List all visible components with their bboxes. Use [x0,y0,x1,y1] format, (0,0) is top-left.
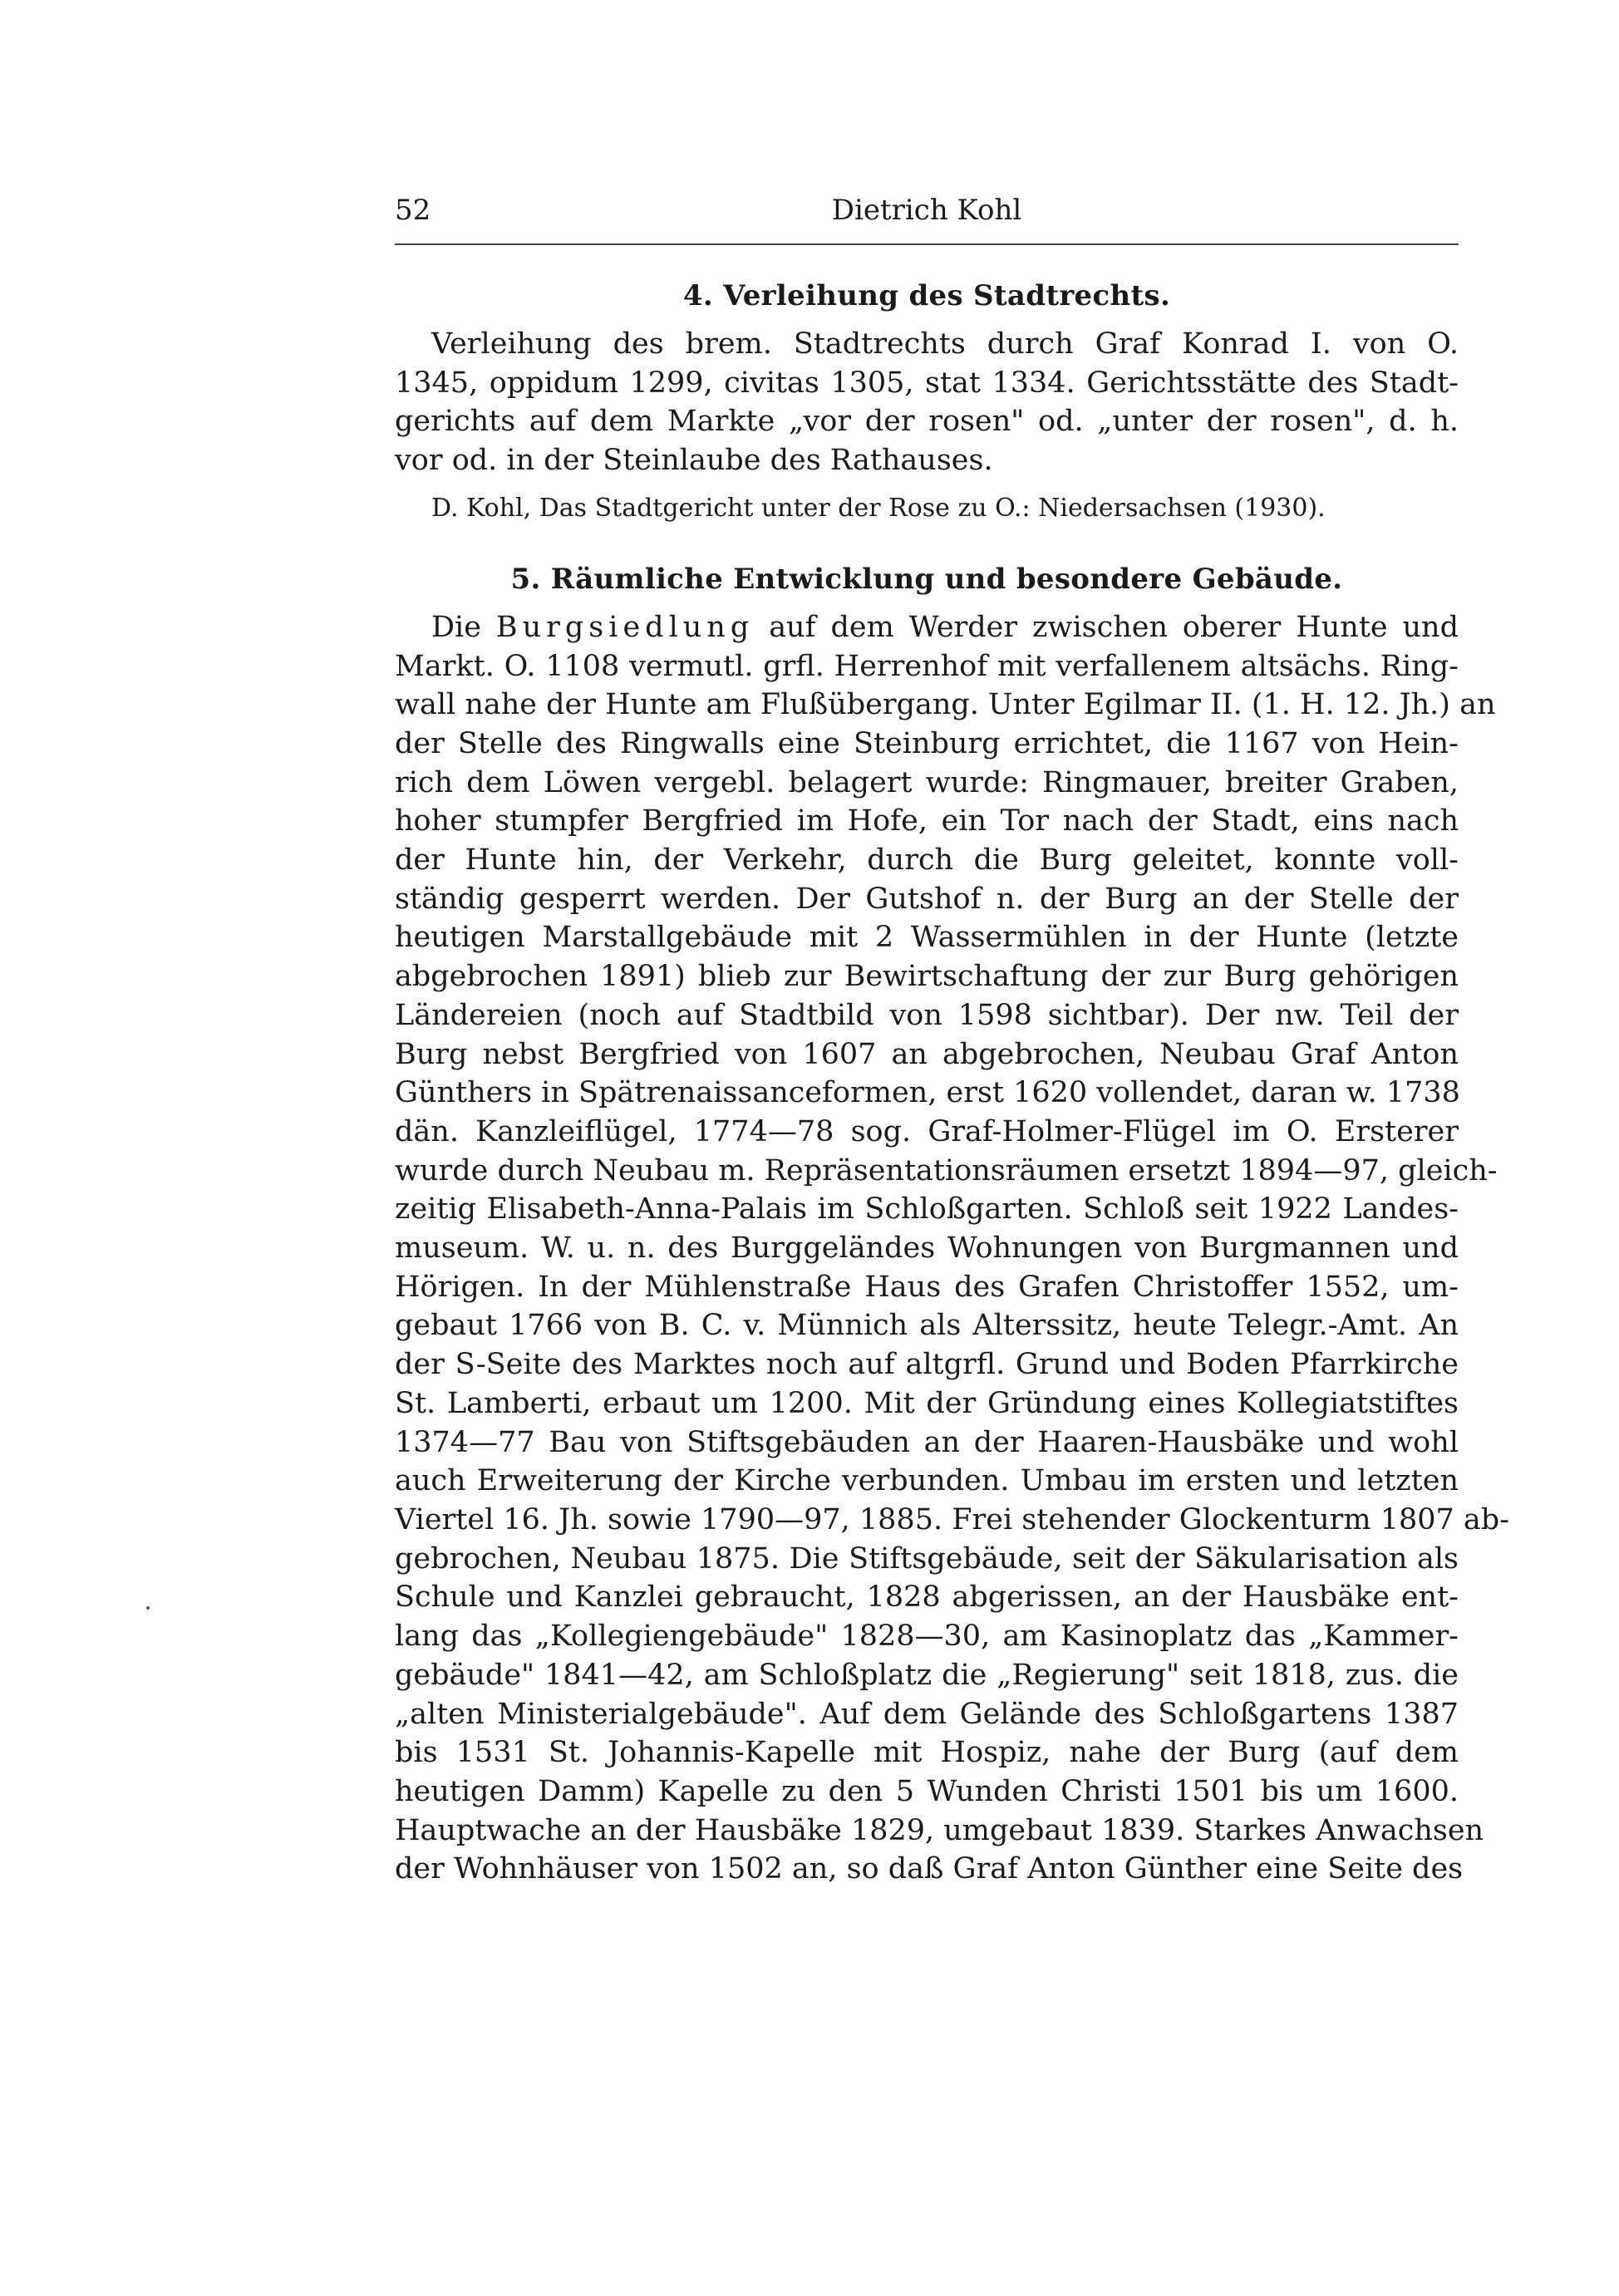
text-line: zeitig Elisabeth-Anna-Palais im Schloßgarten. Schloß seit 1922 Landes- [395,1192,1459,1227]
text-line: gebaut 1766 von B. C. v. Münnich als Alterssitz, heute Telegr.-Amt. An [395,1309,1459,1343]
text-line: wurde durch Neubau m. Repräsentationsräumen ersetzt 1894—97, gleich- [395,1153,1498,1187]
text-line: der Wohnhäuser von 1502 an, so daß Graf Anton Günther eine Seite des [395,1852,1464,1886]
running-head [395,187,1459,234]
text-line: abgebrochen 1891) blieb zur Bewirtschaftung der zur Burg gehörigen [395,960,1459,994]
text-line: der S-Seite des Marktes noch auf altgrfl. Grund und Boden Pfarrkirche [395,1348,1459,1382]
section-heading-stadtrecht: 4. Verleihung des Stadtrechts. [682,279,1171,312]
text-line: rich dem Löwen vergebl. belagert wurde: Ringmauer, breiter Graben, [395,765,1459,799]
header-rule [395,243,1459,245]
section-body-entwicklung [395,608,1510,1889]
text-line: museum. W. u. n. des Burggeländes Wohnungen von Burgmannen und [395,1232,1459,1266]
text-line: auch Erweiterung der Kirche verbunden. Umbau im ersten und letzten [395,1464,1459,1498]
book-page [395,187,1510,1889]
text-line: Hauptwache an der Hausbäke 1829, umgebaut 1839. Starkes Anwachsen [395,1813,1484,1847]
running-title: Dietrich Kohl [831,194,1022,227]
text-fragment: auf dem Werder zwischen oberer Hunte und [754,610,1459,644]
text-line: ständig gesperrt werden. Der Gutshof n. der Burg an der Stelle der [395,882,1459,916]
text-line: St. Lamberti, erbaut um 1200. Mit der Gründung eines Kollegiatstiftes [395,1386,1459,1420]
text-line: hoher stumpfer Bergfried im Hofe, ein Tor nach der Stadt, eins nach [395,804,1459,838]
text-line: der Hunte hin, der Verkehr, durch die Burg geleitet, konnte voll- [395,843,1459,878]
text-line: Schule und Kanzlei gebraucht, 1828 abgerissen, an der Hausbäke ent- [395,1581,1459,1615]
text-line: 1374—77 Bau von Stiftsgebäuden an der Haaren-Hausbäke und wohl [395,1425,1459,1459]
text-line: 1345, oppidum 1299, civitas 1305, stat 1334. Gerichtsstätte des Stadt- [395,366,1459,400]
text-line: lang das „Kollegiengebäude" 1828—30, am Kasinoplatz das „Kammer- [395,1620,1459,1654]
text-line: dän. Kanzleiflügel, 1774—78 sog. Graf-Holmer-Flügel im O. Ersterer [395,1114,1459,1148]
section-heading-entwicklung: 5. Räumliche Entwicklung und besondere Gebäude. [510,562,1343,596]
text-line: Ländereien (noch auf Stadtbild von 1598 sichtbar). Der nw. Teil der [395,998,1459,1032]
text-line: gerichts auf dem Markte „vor der rosen" od. „unter der rosen", d. h. [395,405,1459,439]
text-line: gebrochen, Neubau 1875. Die Stiftsgebäude, seit der Säkularisation als [395,1541,1459,1576]
text-line: heutigen Damm) Kapelle zu den 5 Wunden Christi 1501 bis um 1600. [395,1774,1459,1808]
text-line: vor od. in der Steinlaube des Rathauses. [395,444,993,478]
text-line: Viertel 16. Jh. sowie 1790—97, 1885. Frei stehender Glockenturm 1807 ab- [395,1502,1510,1536]
citation: D. Kohl, Das Stadtgericht unter der Rose zu O.: Niedersachsen (1930). [431,493,1326,523]
text-line: bis 1531 St. Johannis-Kapelle mit Hospiz, nahe der Burg (auf dem [395,1736,1459,1770]
text-line: gebäude" 1841—42, am Schloßplatz die „Regierung" seit 1818, zus. die [395,1658,1459,1692]
section-body-stadtrecht [395,325,1459,480]
text-line: heutigen Marstallgebäude mit 2 Wassermühlen in der Hunte (letzte [395,921,1459,955]
text-fragment: Die [431,610,496,644]
text-line-first [395,608,1459,647]
text-line: der Stelle des Ringwalls eine Steinburg errichtet, die 1167 von Hein- [395,726,1459,760]
text-line: wall nahe der Hunte am Flußübergang. Unter Egilmar II. (1. H. 12. Jh.) an [395,688,1496,722]
text-line: Günthers in Spätrenaissanceformen, erst 1620 vollendet, daran w. 1738 [395,1076,1460,1110]
text-line: Verleihung des brem. Stadtrechts durch Graf Konrad I. von O. [431,327,1459,361]
emphasized-term: Burgsiedlung [495,610,755,644]
stray-ink-dot [146,1606,150,1610]
page-number: 52 [395,194,431,227]
text-line: Markt. O. 1108 vermutl. grfl. Herrenhof mit verfallenem altsächs. Ring- [395,649,1459,683]
text-line: Burg nebst Bergfried von 1607 an abgebrochen, Neubau Graf Anton [395,1037,1459,1071]
text-line: „alten Ministerialgebäude". Auf dem Gelände des Schloßgartens 1387 [395,1697,1459,1731]
text-line: Hörigen. In der Mühlenstraße Haus des Grafen Christoffer 1552, um- [395,1270,1459,1304]
